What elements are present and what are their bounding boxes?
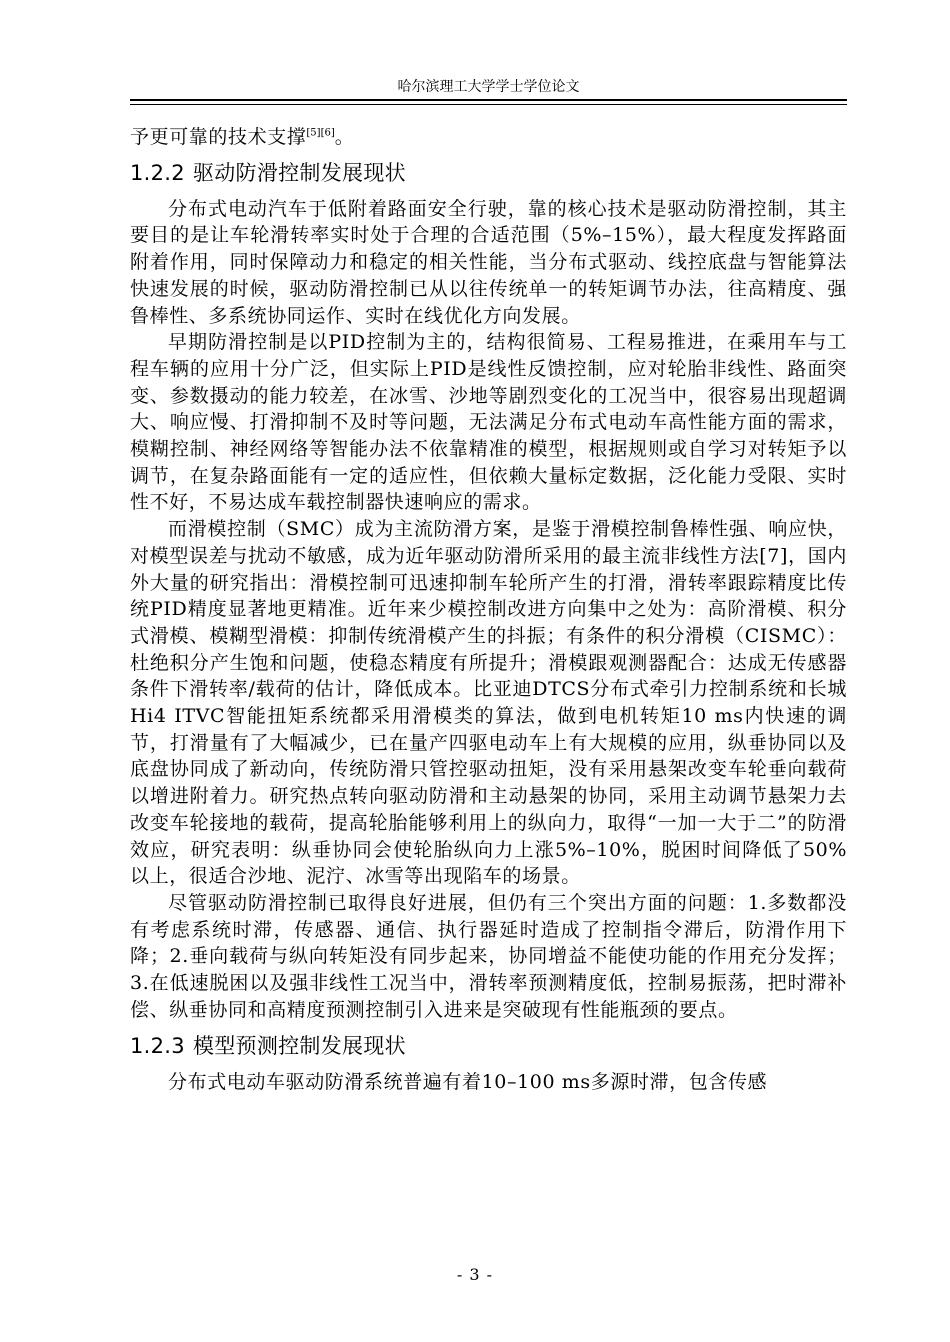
paragraph: 而滑模控制（SMC）成为主流防滑方案，是鉴于滑模控制鲁棒性强、响应快，对模型误差与扰动不敏感，成为近年驱动防滑所采用的最主流非线性方法[7]，国内外大量的研究指出：滑模控制可迅速抑制车轮所产生的打滑，滑转率跟踪精度比传统PID精度显著地更精准。近年来少模控制改进方向集中之处为：高阶滑模、积分式滑模、模糊型滑模：抑制传统滑模产生的抖振；有条件的积分滑模（CISMC）：杜绝积分产生饱和问题，使稳态精度有所提升；滑模跟观测器配合：达成无传感器条件下滑转率/载荷的估计，降低成本。比亚迪DTCS分布式牵引力控制系统和长城Hi4 ITVC智能扭矩系统都采用滑模类的算法，做到电机转矩10 ms内快速的调节，打滑量有了大幅减少，已在量产四驱电动车上有大规模的应用，纵垂协同以及底盘协同成了新动向，传统防滑只管控驱动扭矩，没有采用悬架改变车轮垂向载荷以增进附着力。研究热点转向驱动防滑和主动悬架的协同，采用主动调节悬架力去改变车轮接地的载荷，提高轮胎能够利用上的纵向力，取得“一加一大于二”的防滑效应，研究表明：纵垂协同会使轮胎纵向力上涨5%–10%，脱困时间降低了50%以上，很适合沙地、泥泞、冰雪等出现陷车的场景。: [130, 518, 847, 888]
section-number: 1.2.2: [130, 160, 185, 185]
page-number: - 3 -: [456, 1265, 494, 1284]
paragraph: 分布式电动汽车于低附着路面安全行驶，靠的核心技术是驱动防滑控制，其主要目的是让车轮滑转率实时处于合理的合适范围（5%–15%），最大程度发挥路面附着作用，同时保障动力和稳定的相关性能，当分布式驱动、线控底盘与智能算法快速发展的时候，驱动防滑控制已从以往传统单一的转矩调节办法，往高精度、强鲁棒性、多系统协同运作、实时在线优化方向发展。: [130, 197, 847, 327]
citation: [5][6]: [306, 127, 335, 139]
paragraph: 分布式电动车驱动防滑系统普遍有着10–100 ms多源时滞，包含传感: [168, 1070, 768, 1093]
paragraph: 尽管驱动防滑控制已取得良好进展，但仍有三个突出方面的问题：1.多数都没有考虑系统时滞，传感器、通信、执行器延时造成了控制指令滞后，防滑作用下降；2.垂向载荷与纵向转矩没有同步起来，协同增益不能使功能的作用充分发挥；3.在低速脱困以及强非线性工况当中，滑转率预测精度低，控制易振荡，把时滞补偿、纵垂协同和高精度预测控制引入进来是突破现有性能瓶颈的要点。: [130, 891, 847, 1021]
intro-line: [130, 124, 847, 151]
intro-tail: 。: [334, 126, 355, 148]
section-number: 1.2.3: [130, 1033, 185, 1058]
intro-text: 予更可靠的技术支撑: [130, 126, 307, 148]
section-title: 模型预测控制发展现状: [192, 1033, 406, 1058]
paragraph: 早期防滑控制是以PID控制为主的，结构很简易、工程易推进，在乘用车与工程车辆的应用十分广泛，但实际上PID是线性反馈控制，应对轮胎非线性、路面突变、参数摄动的能力较差，在冰雪、沙地等剧烈变化的工况当中，很容易出现超调大、响应慢、打滑抑制不及时等问题，无法满足分布式电动车高性能方面的需求，模糊控制、神经网络等智能办法不依靠精准的模型，根据规则或自学习对转矩予以调节，在复杂路面能有一定的适应性，但依赖大量标定数据，泛化能力受限、实时性不好，不易达成车载控制器快速响应的需求。: [130, 331, 847, 514]
running-header: 哈尔滨理工大学学士学位论文: [397, 79, 580, 95]
section-heading-1-2-2: [130, 160, 847, 186]
header-rule-thick: [130, 99, 847, 101]
section-title: 驱动防滑控制发展现状: [192, 160, 406, 185]
section-heading-1-2-3: [130, 1033, 847, 1059]
header-rule-thin: [130, 104, 847, 105]
body-text: [130, 124, 847, 1095]
